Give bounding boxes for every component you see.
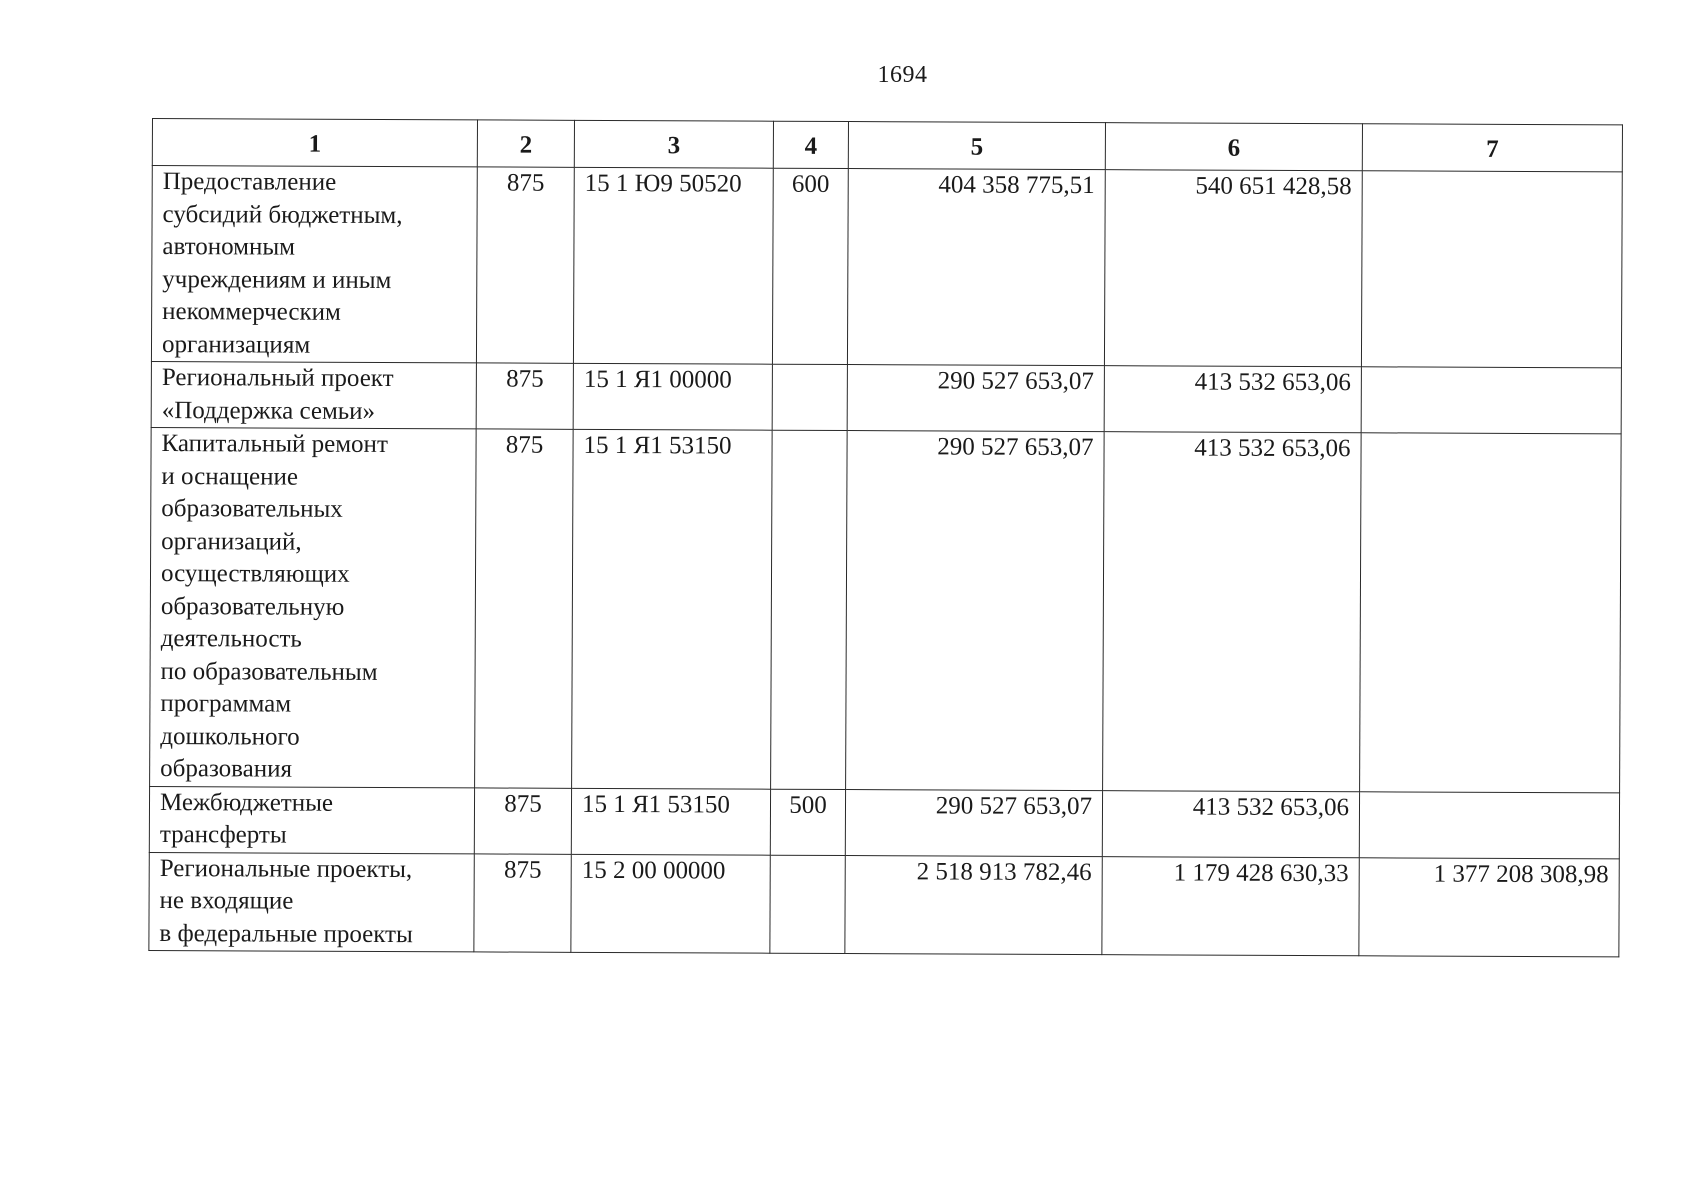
amount-cell: 413 532 653,06 [1104, 366, 1361, 433]
column-header: 2 [477, 120, 574, 167]
item-name: Региональные проекты, не входящие в федеральные проекты [149, 852, 474, 952]
amount-cell: 404 358 775,51 [847, 169, 1105, 366]
header-row [152, 119, 1622, 172]
classification-code-cell: 15 1 Я1 53150 [572, 429, 773, 788]
classification-code-cell: 15 2 00 00000 [571, 854, 770, 953]
expense-type-cell [770, 855, 845, 954]
item-name: Капитальный ремонт и оснащение образовательных организаций, осуществляющих образовательную деятельность по образовательным программам дошкольного образования [150, 427, 477, 787]
table-row [150, 427, 1622, 792]
amount-cell: 290 527 653,07 [847, 365, 1104, 432]
amount-cell [1359, 791, 1619, 858]
amount-cell [1361, 171, 1622, 368]
column-header: 7 [1362, 124, 1622, 172]
code-cell: 875 [475, 429, 574, 788]
table-row [149, 852, 1619, 957]
table-row [149, 786, 1619, 858]
item-name: Региональный проект «Поддержка семьи» [151, 361, 476, 428]
table-row [151, 166, 1622, 368]
code-cell: 875 [474, 787, 571, 853]
expense-type-cell: 500 [770, 789, 845, 855]
classification-code-cell: 15 1 Я1 00000 [573, 363, 772, 430]
code-cell: 875 [476, 167, 574, 363]
code-cell: 875 [474, 853, 571, 952]
classification-code-cell: 15 1 Ю9 50520 [573, 167, 773, 364]
amount-cell: 1 179 428 630,33 [1102, 856, 1359, 956]
amount-cell: 1 377 208 308,98 [1359, 857, 1619, 957]
amount-cell: 413 532 653,06 [1102, 790, 1359, 857]
amount-cell: 290 527 653,07 [846, 431, 1105, 791]
item-name: Межбюджетные трансферты [149, 786, 474, 853]
item-name: Предоставление субсидий бюджетным, автономным учреждениям и иным некоммерческим организациям [151, 166, 477, 363]
table-row [151, 361, 1621, 433]
expense-type-cell [771, 430, 848, 789]
page-number: 1694 [877, 62, 928, 88]
column-header: 1 [152, 119, 477, 167]
column-header: 3 [574, 120, 773, 168]
column-header: 6 [1105, 123, 1362, 171]
column-header: 4 [773, 121, 848, 168]
classification-code-cell: 15 1 Я1 53150 [571, 788, 770, 855]
amount-cell: 540 651 428,58 [1104, 170, 1362, 367]
code-cell: 875 [476, 363, 573, 429]
column-header: 5 [848, 122, 1105, 170]
amount-cell [1360, 433, 1622, 793]
expense-type-cell [772, 364, 847, 430]
budget-table [148, 118, 1623, 957]
amount-cell: 2 518 913 782,46 [845, 855, 1102, 955]
amount-cell: 290 527 653,07 [845, 789, 1102, 856]
expense-type-cell: 600 [772, 168, 848, 364]
amount-cell [1361, 367, 1621, 434]
amount-cell: 413 532 653,06 [1103, 432, 1362, 792]
